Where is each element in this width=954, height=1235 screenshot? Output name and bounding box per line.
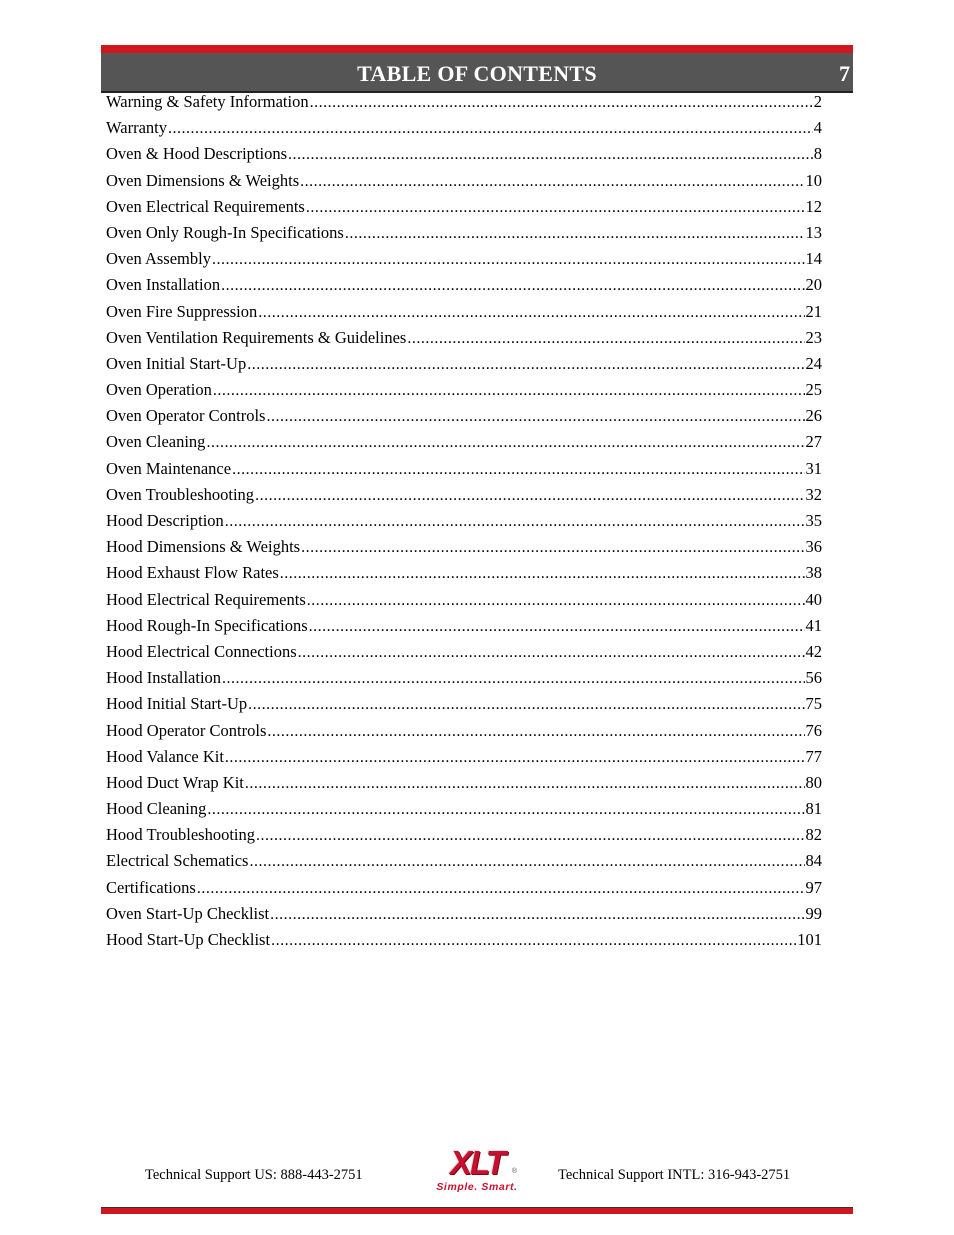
- bottom-red-rule: [101, 1207, 853, 1214]
- toc-entry-label: Hood Cleaning: [106, 799, 207, 819]
- toc-entry-label: Warranty: [106, 118, 167, 138]
- toc-entry-label: Hood Rough-In Specifications: [106, 615, 308, 635]
- dot-leader: [309, 614, 805, 640]
- page-number: 7: [839, 61, 850, 86]
- dot-leader: [207, 797, 804, 823]
- toc-entry[interactable]: [106, 927, 822, 953]
- toc-entry-page: 4: [813, 118, 822, 138]
- dot-leader: [256, 823, 805, 849]
- toc-entry-page: 2: [813, 92, 822, 111]
- toc-entry-label: Hood Electrical Requirements: [106, 589, 306, 609]
- dot-leader: [212, 247, 805, 273]
- toc-entry-page: 38: [805, 563, 822, 583]
- toc-entry[interactable]: [106, 89, 822, 115]
- dot-leader: [345, 221, 805, 247]
- dot-leader: [267, 719, 804, 745]
- toc-entry-label: Oven Troubleshooting: [106, 484, 255, 504]
- toc-entry-page: 8: [813, 144, 822, 164]
- toc-entry[interactable]: [106, 429, 822, 455]
- dot-leader: [225, 509, 805, 535]
- toc-entry-page: 21: [805, 301, 822, 321]
- toc-entry-page: 10: [805, 170, 822, 190]
- toc-entry[interactable]: [106, 822, 822, 848]
- toc-entry[interactable]: [106, 848, 822, 874]
- registered-mark: ®: [511, 1168, 517, 1175]
- toc-entry-page: 99: [805, 903, 822, 923]
- toc-entry-label: Oven Maintenance: [106, 458, 232, 478]
- toc-entry-page: 40: [805, 589, 822, 609]
- header-bar: [101, 53, 853, 93]
- dot-leader: [222, 666, 804, 692]
- toc-entry-label: Hood Duct Wrap Kit: [106, 772, 244, 792]
- dot-leader: [197, 876, 805, 902]
- toc-entry[interactable]: [106, 246, 822, 272]
- page-title: TABLE OF CONTENTS: [357, 61, 597, 86]
- toc-entry[interactable]: [106, 168, 822, 194]
- toc-entry-page: 35: [805, 511, 822, 530]
- dot-leader: [248, 692, 804, 718]
- dot-leader: [306, 195, 805, 221]
- dot-leader: [245, 771, 805, 797]
- toc-entry[interactable]: [106, 613, 822, 639]
- dot-leader: [225, 745, 805, 771]
- toc-entry-label: Oven Fire Suppression: [106, 301, 258, 321]
- toc-entry-label: Warning & Safety Information: [106, 92, 309, 111]
- toc-entry-page: 24: [805, 353, 822, 373]
- top-red-rule: [101, 45, 853, 53]
- toc-entry[interactable]: [106, 665, 822, 691]
- toc-entry-label: Electrical Schematics: [106, 851, 249, 871]
- toc-entry-page: 101: [797, 930, 822, 949]
- toc-entry-page: 76: [805, 720, 822, 740]
- dot-leader: [300, 169, 804, 195]
- toc-entry-label: Oven Operation: [106, 380, 212, 400]
- toc-entry-label: Hood Dimensions & Weights: [106, 537, 301, 557]
- support-intl-phone: Technical Support INTL: 316-943-2751: [558, 1167, 791, 1183]
- toc-entry-page: 25: [805, 380, 822, 400]
- toc-entry-label: Oven Cleaning: [106, 432, 206, 452]
- toc-entry-label: Hood Exhaust Flow Rates: [106, 563, 279, 583]
- toc-entry-page: 84: [805, 851, 822, 871]
- dot-leader: [249, 849, 804, 875]
- dot-leader: [280, 561, 805, 587]
- dot-leader: [270, 902, 804, 928]
- dot-leader: [221, 273, 804, 299]
- toc-entry-page: 42: [805, 641, 822, 661]
- dot-leader: [206, 430, 804, 456]
- toc-entry-label: Certifications: [106, 877, 196, 897]
- dot-leader: [232, 457, 804, 483]
- toc-entry-page: 80: [805, 772, 822, 792]
- toc-entry-label: Oven & Hood Descriptions: [106, 144, 288, 164]
- dot-leader: [266, 404, 804, 430]
- toc-entry-label: Hood Initial Start-Up: [106, 694, 248, 714]
- footer: [101, 1140, 853, 1200]
- toc-entry-page: 26: [805, 406, 822, 426]
- toc-entry[interactable]: [106, 796, 822, 822]
- dot-leader: [213, 378, 805, 404]
- dot-leader: [298, 640, 805, 666]
- toc-entry-label: Oven Electrical Requirements: [106, 196, 305, 216]
- toc-entry[interactable]: [106, 534, 822, 560]
- toc-entry[interactable]: [106, 141, 822, 167]
- toc-entry-label: Hood Description: [106, 511, 224, 530]
- toc-entry[interactable]: [106, 560, 822, 586]
- toc-entry[interactable]: [106, 456, 822, 482]
- dot-leader: [255, 483, 804, 509]
- toc-entry-page: 31: [805, 458, 822, 478]
- toc-entry-label: Oven Assembly: [106, 249, 211, 269]
- toc-entry[interactable]: [106, 377, 822, 403]
- logo-tagline: Simple. Smart.: [436, 1181, 518, 1193]
- dot-leader: [310, 90, 813, 116]
- dot-leader: [258, 300, 804, 326]
- support-us-phone: Technical Support US: 888-443-2751: [145, 1167, 363, 1183]
- toc-entry-label: Oven Operator Controls: [106, 406, 266, 426]
- table-of-contents: [106, 89, 822, 953]
- toc-entry-label: Hood Installation: [106, 668, 222, 688]
- toc-entry[interactable]: [106, 482, 822, 508]
- toc-entry[interactable]: [106, 220, 822, 246]
- toc-entry[interactable]: [106, 351, 822, 377]
- toc-entry-page: 13: [805, 222, 822, 242]
- toc-entry-label: Hood Valance Kit: [106, 746, 224, 766]
- toc-entry[interactable]: [106, 325, 822, 351]
- toc-entry-label: Oven Installation: [106, 275, 221, 295]
- toc-entry-label: Hood Troubleshooting: [106, 825, 255, 845]
- toc-entry[interactable]: [106, 194, 822, 220]
- toc-entry-label: Oven Start-Up Checklist: [106, 903, 270, 923]
- toc-entry[interactable]: [106, 299, 822, 325]
- toc-entry-page: 12: [805, 196, 822, 216]
- toc-entry-label: Hood Operator Controls: [106, 720, 267, 740]
- dot-leader: [288, 142, 813, 168]
- toc-entry[interactable]: [106, 901, 822, 927]
- toc-entry[interactable]: [106, 272, 822, 298]
- toc-entry-page: 36: [805, 537, 822, 557]
- toc-entry[interactable]: [106, 115, 822, 141]
- toc-entry[interactable]: [106, 508, 822, 534]
- toc-entry-label: Hood Electrical Connections: [106, 641, 297, 661]
- toc-entry-page: 27: [805, 432, 822, 452]
- toc-entry-page: 82: [805, 825, 822, 845]
- toc-entry[interactable]: [106, 587, 822, 613]
- toc-entry-page: 81: [805, 799, 822, 819]
- dot-leader: [301, 535, 804, 561]
- logo-wordmark: XLT: [450, 1144, 504, 1181]
- toc-entry[interactable]: [106, 718, 822, 744]
- toc-entry-label: Oven Only Rough-In Specifications: [106, 222, 344, 242]
- toc-entry-page: 23: [805, 327, 822, 347]
- dot-leader: [271, 928, 796, 954]
- xlt-logo: [427, 1144, 527, 1196]
- dot-leader: [407, 326, 804, 352]
- toc-entry-label: Oven Initial Start-Up: [106, 353, 247, 373]
- toc-entry-page: 56: [805, 668, 822, 688]
- toc-entry-page: 77: [805, 746, 822, 766]
- toc-entry-page: 32: [805, 484, 822, 504]
- toc-entry-label: Oven Dimensions & Weights: [106, 170, 300, 190]
- dot-leader: [307, 588, 805, 614]
- toc-entry-page: 20: [805, 275, 822, 295]
- toc-entry-page: 75: [805, 694, 822, 714]
- toc-entry-page: 14: [805, 249, 822, 269]
- toc-entry-page: 97: [805, 877, 822, 897]
- toc-entry[interactable]: [106, 691, 822, 717]
- toc-entry[interactable]: [106, 639, 822, 665]
- toc-entry-label: Oven Ventilation Requirements & Guidelines: [106, 327, 407, 347]
- toc-entry-label: Hood Start-Up Checklist: [106, 930, 271, 949]
- toc-entry[interactable]: [106, 744, 822, 770]
- toc-entry[interactable]: [106, 770, 822, 796]
- toc-entry-page: 41: [805, 615, 822, 635]
- toc-entry[interactable]: [106, 403, 822, 429]
- dot-leader: [168, 116, 813, 142]
- toc-entry[interactable]: [106, 875, 822, 901]
- dot-leader: [247, 352, 804, 378]
